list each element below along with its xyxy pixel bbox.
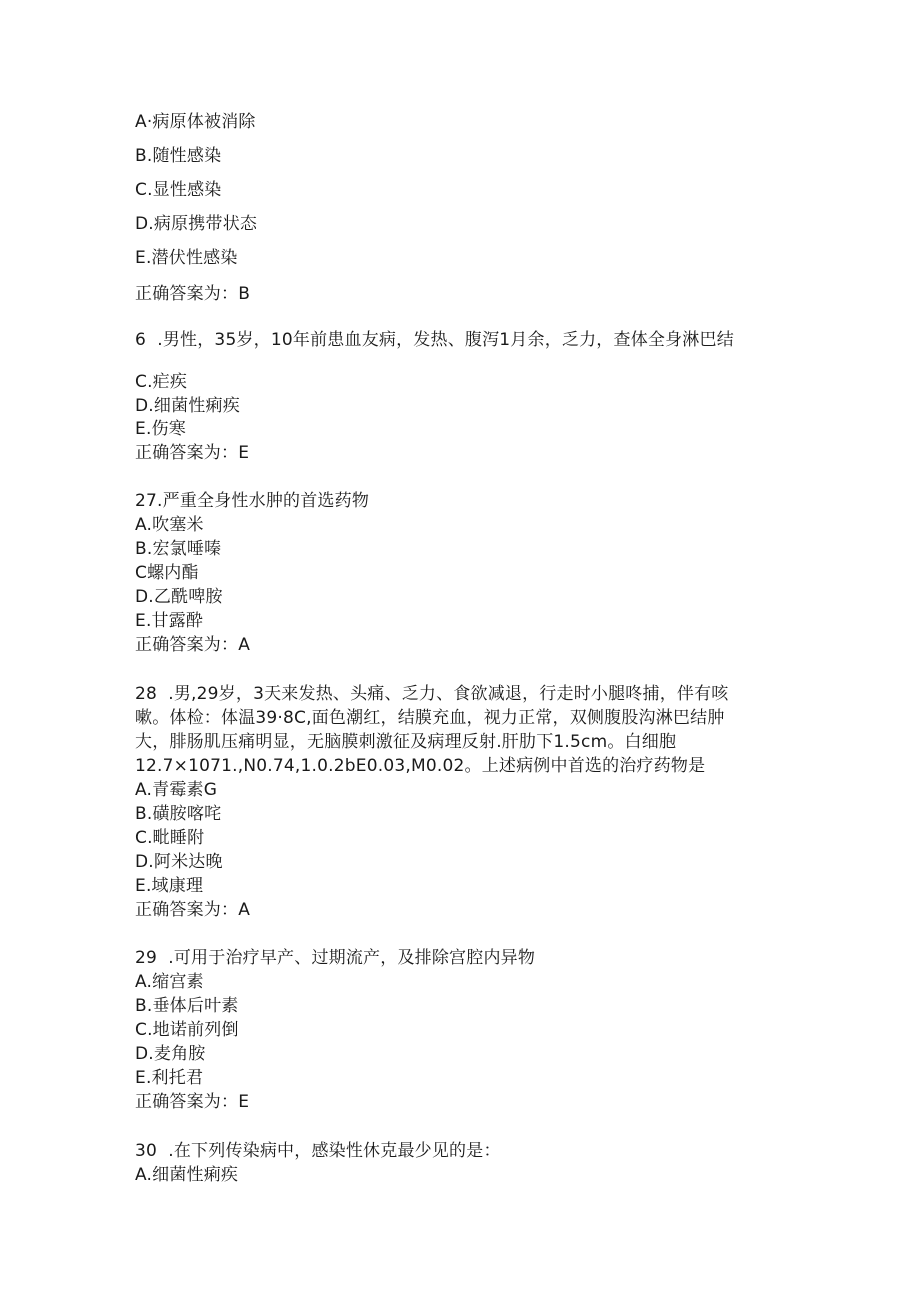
q28-option-a: A.青霉素G xyxy=(135,780,218,800)
q27-option-a: A.吹塞米 xyxy=(135,515,204,535)
q26-answer: 正确答案为：E xyxy=(135,443,250,463)
q6-stem: 6 .男性，35岁，10年前患血友病，发热、腹泻1月余，乏力，查体全身淋巴结 xyxy=(135,330,734,350)
q5-option-e: E.潜伏性感染 xyxy=(135,248,238,268)
q29-option-a: A.缩宫素 xyxy=(135,972,204,992)
q28-stem-line-1: 28 .男,29岁，3天来发热、头痛、乏力、食欲减退，行走时小腿咚捕，伴有咳 xyxy=(135,684,729,704)
q29-option-d: D.麦角胺 xyxy=(135,1044,206,1064)
q27-option-e: E.甘露酔 xyxy=(135,611,204,631)
q5-option-a: A·病原体被消除 xyxy=(135,112,256,132)
q30-stem: 30 .在下列传染病中，感染性休克最少见的是： xyxy=(135,1141,501,1161)
q28-stem-line-2: 嗽。体检：体温39·8C,面色潮红，结膜充血，视力正常，双侧腹股沟淋巴结肿 xyxy=(135,708,725,728)
q28-stem-line-3: 大，腓肠肌压痛明显，无脑膜刺激征及病理反射.肝肋下1.5cm。白细胞 xyxy=(135,732,677,752)
q28-option-c: C.毗睡附 xyxy=(135,828,205,848)
q26-option-e: E.伤寒 xyxy=(135,419,186,439)
q28-answer: 正确答案为：A xyxy=(135,900,251,920)
q29-option-b: B.垂体后叶素 xyxy=(135,996,239,1016)
q27-answer: 正确答案为：A xyxy=(135,635,251,655)
q29-stem: 29 .可用于治疗早产、过期流产，及排除宫腔内异物 xyxy=(135,948,536,968)
q28-option-b: B.磺胺喀咤 xyxy=(135,804,222,824)
q26-option-c: C.疟疾 xyxy=(135,372,188,392)
q29-option-e: E.利托君 xyxy=(135,1068,204,1088)
q5-answer: 正确答案为：B xyxy=(135,284,251,304)
q29-answer: 正确答案为：E xyxy=(135,1092,250,1112)
q27-option-c: C螺内酯 xyxy=(135,563,199,583)
q30-option-a: A.细菌性痢疾 xyxy=(135,1165,239,1185)
q26-option-d: D.细菌性痢疾 xyxy=(135,396,240,416)
q27-stem: 27.严重全身性水肿的首选药物 xyxy=(135,491,370,511)
q28-option-d: D.阿米达晚 xyxy=(135,852,223,872)
q5-option-b: B.随性感染 xyxy=(135,146,222,166)
q27-option-d: D.乙酰啤胺 xyxy=(135,587,223,607)
q29-option-c: C.地诺前列倒 xyxy=(135,1020,239,1040)
q5-option-c: C.显性感染 xyxy=(135,180,222,200)
q27-option-b: B.宏氯唾嗪 xyxy=(135,539,222,559)
q28-option-e: E.域康理 xyxy=(135,876,204,896)
q28-stem-line-4: 12.7×1071.,N0.74,1.0.2bE0.03,M0.02。上述病例中首选的治疗药物是 xyxy=(135,756,706,776)
q5-option-d: D.病原携带状态 xyxy=(135,214,258,234)
